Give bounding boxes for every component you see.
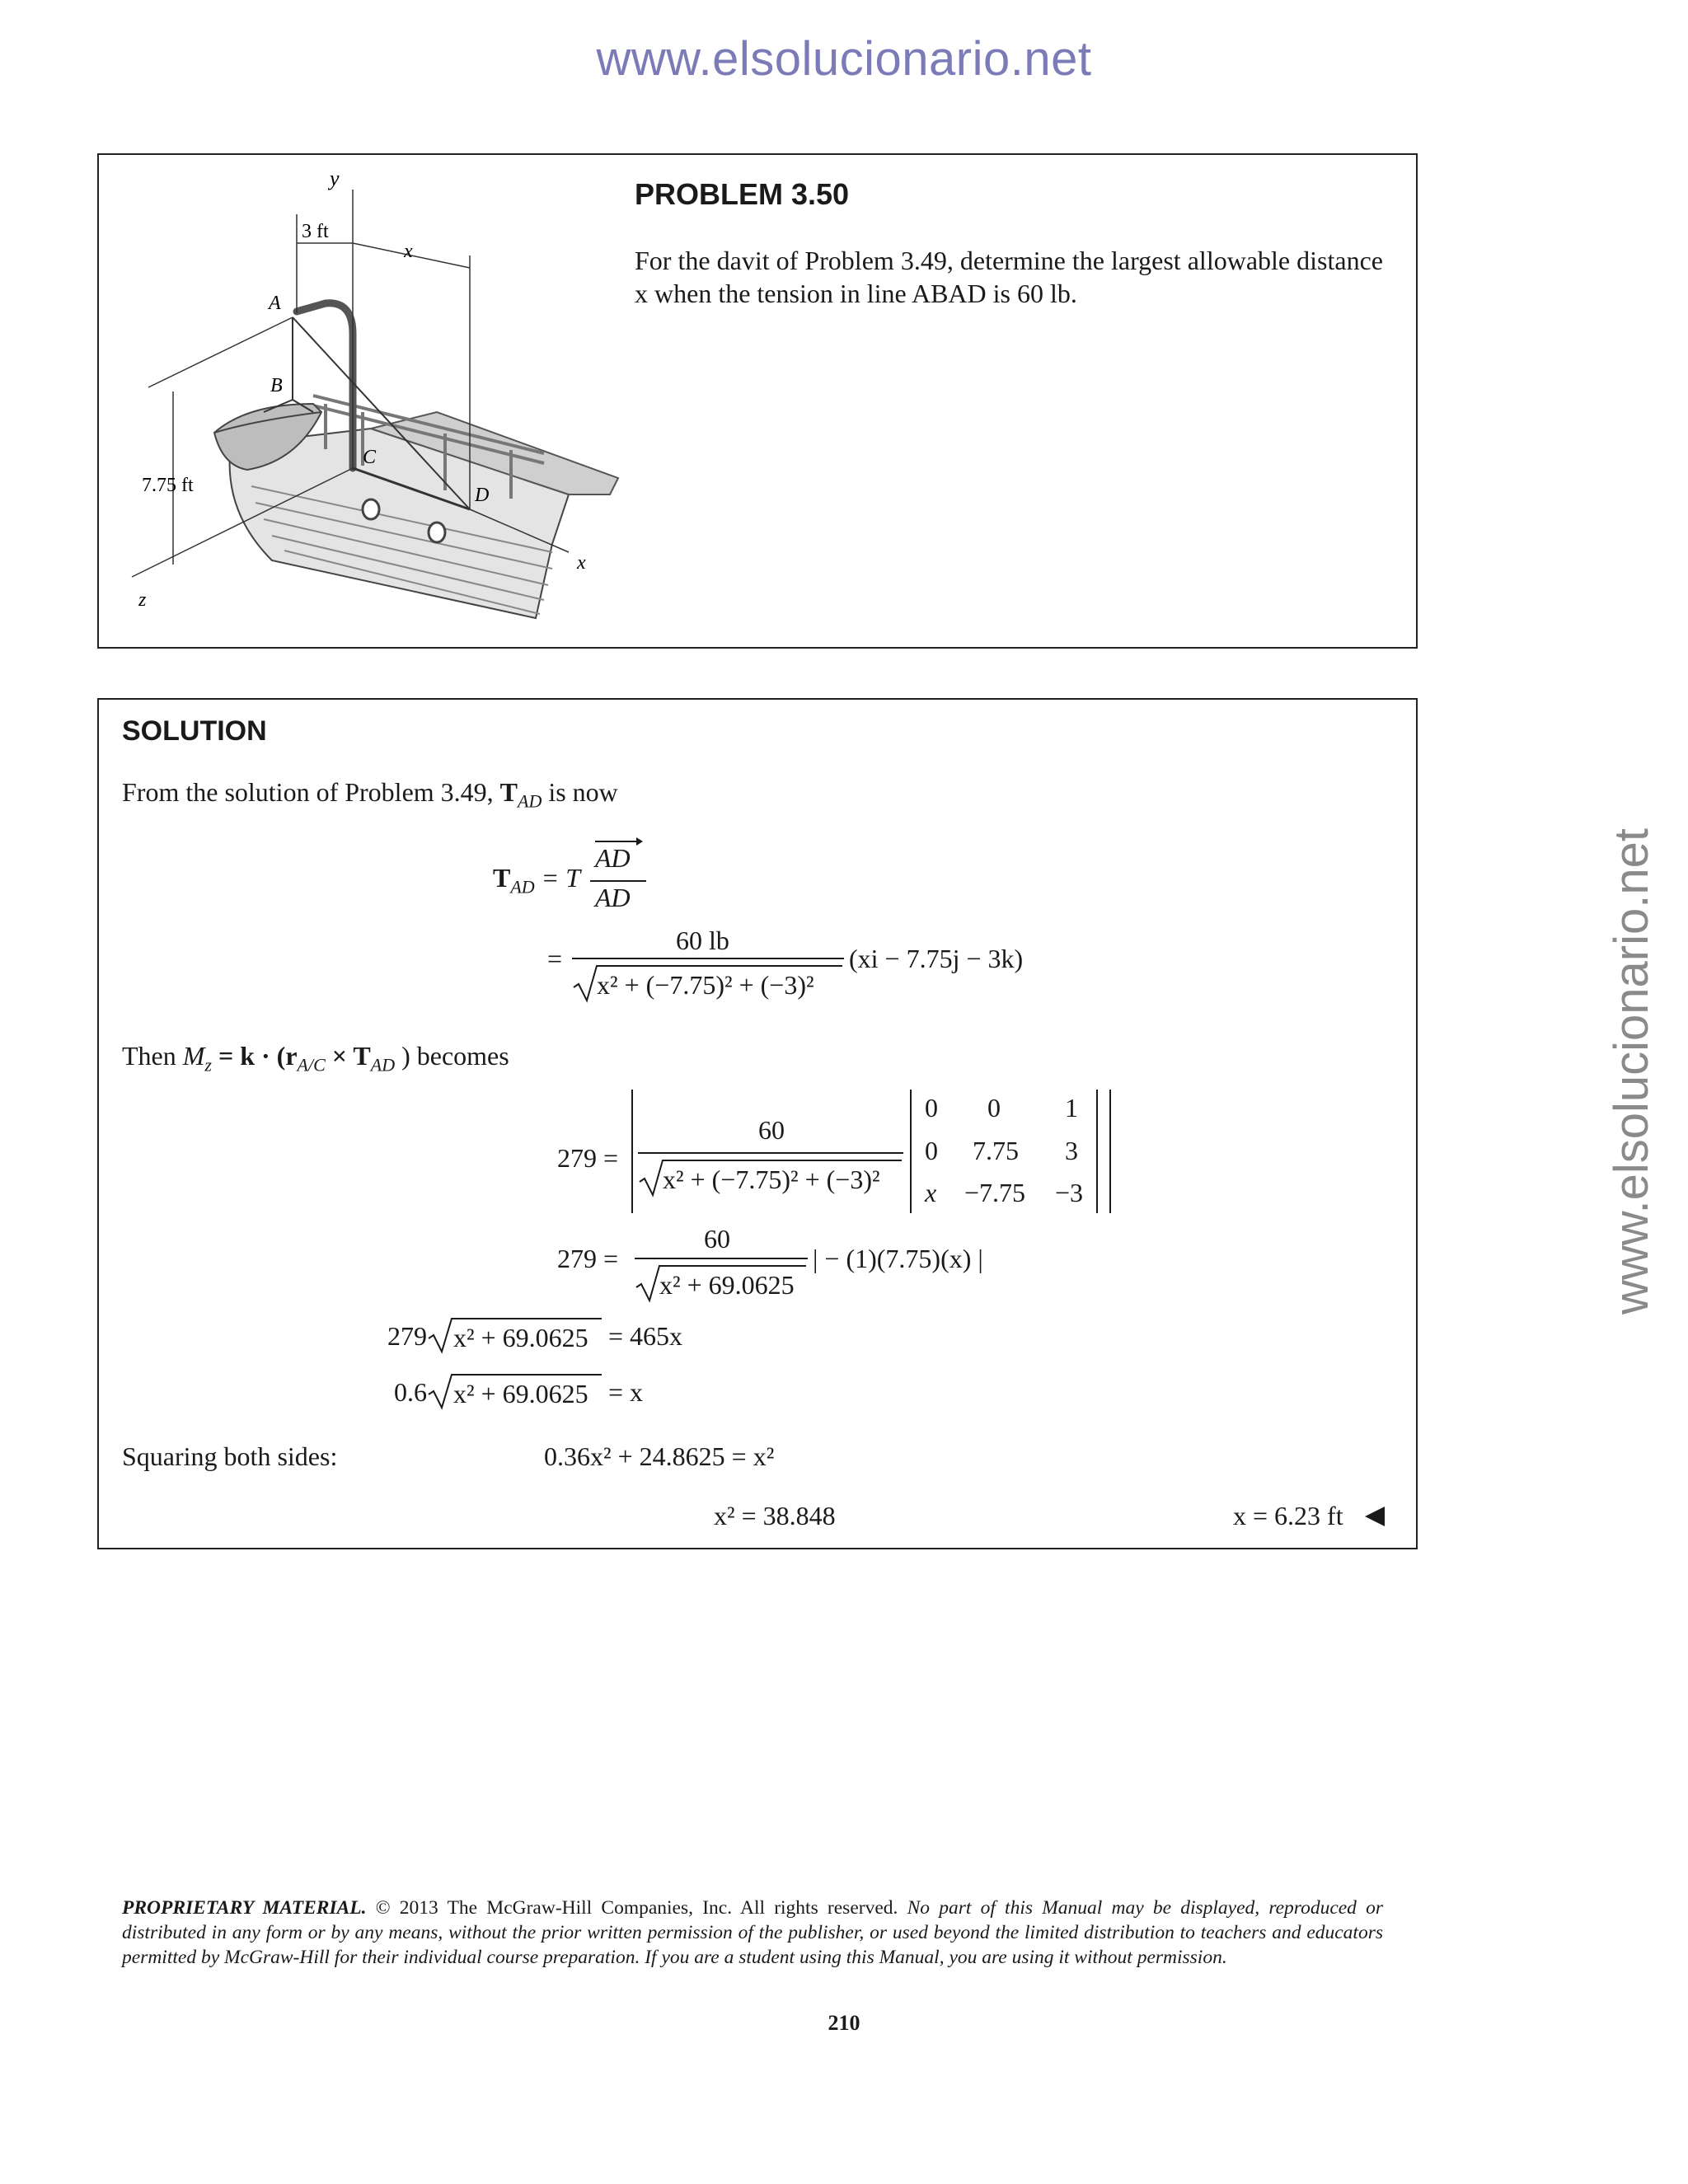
label-z: z <box>138 589 147 611</box>
intro-T: T <box>499 777 518 807</box>
watermark-side[interactable]: www.elsolucionario.net <box>1605 828 1658 1315</box>
eq1-lhs <box>493 862 580 902</box>
eq4-den: x² + 69.0625 <box>659 1270 795 1300</box>
eq1-den-text: AD <box>595 883 631 912</box>
problem-title: PROBLEM 3.50 <box>635 177 850 211</box>
squaring-label: Squaring both sides: <box>122 1441 338 1471</box>
eq5-rad: x² + 69.0625 <box>453 1323 588 1352</box>
eq6-rad: x² + 69.0625 <box>453 1379 588 1408</box>
label-x-dim: x <box>404 241 413 262</box>
then-M: M <box>182 1041 205 1071</box>
davit-figure <box>107 165 651 626</box>
then-line <box>122 1040 509 1080</box>
watermark-top[interactable]: www.elsolucionario.net <box>596 32 1092 86</box>
eq3-fraction-line <box>638 1152 903 1154</box>
eq3-num: 60 <box>758 1115 785 1145</box>
intro-sub: AD <box>518 790 542 812</box>
eq3-lhs: 279 = <box>557 1143 619 1173</box>
then-times: × T <box>331 1041 371 1071</box>
eq3-det-right <box>1096 1090 1098 1213</box>
eq4-num: 60 <box>704 1224 730 1254</box>
matrix-r2-c2: −3 <box>1055 1178 1084 1207</box>
label-775ft: 7.75 ft <box>142 475 194 496</box>
label-C: C <box>363 447 377 468</box>
eq2-fraction-line <box>572 958 844 959</box>
eq6-pre: 0.6 <box>394 1377 427 1407</box>
solution-box <box>97 698 1418 1549</box>
eq6-post: = x <box>608 1377 644 1407</box>
eq4-lhs: 279 = <box>557 1244 619 1273</box>
eq1-sub: AD <box>510 876 535 898</box>
solution-intro <box>122 776 618 817</box>
label-x-axis: x <box>577 552 586 574</box>
intro-text: From the solution of Problem 3.49, <box>122 777 494 807</box>
then-sub-ac: A/C <box>297 1054 326 1076</box>
matrix-r1-c1: 7.75 <box>973 1136 1019 1165</box>
problem-text: For the davit of Problem 3.49, determine the largest allowable distance x when the tension in line ABAD is 60 lb. <box>635 246 1383 308</box>
eq2-eqsign: = <box>547 944 563 973</box>
label-B: B <box>270 375 283 396</box>
label-y: y <box>330 166 340 190</box>
label-3ft: 3 ft <box>302 221 329 242</box>
page-number: 210 <box>828 2011 860 2035</box>
eq1-arrow <box>593 836 643 847</box>
footer <box>122 1896 1383 1970</box>
label-D: D <box>475 485 490 506</box>
eq2-num: 60 lb <box>676 926 729 955</box>
eq1-rhs-pre: = T <box>541 863 581 893</box>
footer-normal: © 2013 The McGraw-Hill Companies, Inc. All rights reserved. <box>375 1897 898 1919</box>
eq7: 0.36x² + 24.8625 = x² <box>544 1441 775 1471</box>
intro-tail: is now <box>548 777 618 807</box>
answer: x = 6.23 ft <box>1233 1501 1343 1530</box>
then-tail: ) becomes <box>401 1041 509 1071</box>
label-A: A <box>269 293 281 314</box>
eq3-abs-left <box>631 1090 633 1213</box>
eq4-fraction-line <box>635 1258 808 1259</box>
then-sub-ad: AD <box>370 1054 396 1076</box>
eq3-den: x² + (−7.75)² + (−3)² <box>663 1165 880 1194</box>
then-sub-z: z <box>204 1054 212 1076</box>
matrix-r0-c0: 0 <box>925 1093 938 1122</box>
then-mid: = k · (r <box>218 1041 298 1071</box>
matrix-r2-c1: −7.75 <box>964 1178 1026 1207</box>
matrix-r1-c0: 0 <box>925 1136 938 1165</box>
eq1-num-text: AD <box>595 843 631 873</box>
matrix-r2-c0: x <box>925 1178 937 1207</box>
eq1-den <box>595 882 631 913</box>
eq4-tail: | − (1)(7.75)(x) | <box>813 1244 983 1273</box>
then-pre: Then <box>122 1041 176 1071</box>
answer-marker-icon <box>1363 1505 1386 1528</box>
solution-title: SOLUTION <box>122 715 267 747</box>
eq1-T: T <box>493 863 511 893</box>
eq8: x² = 38.848 <box>714 1501 836 1530</box>
eq3-abs-right <box>1109 1090 1111 1213</box>
matrix-r1-c2: 3 <box>1065 1136 1078 1165</box>
matrix-r0-c1: 0 <box>987 1093 1001 1122</box>
eq3-det-left <box>910 1090 912 1213</box>
eq5-post: = 465x <box>608 1321 683 1351</box>
matrix-r0-c2: 1 <box>1065 1093 1078 1122</box>
eq2-vector: (xi − 7.75j − 3k) <box>849 944 1024 973</box>
eq2-den: x² + (−7.75)² + (−3)² <box>597 970 814 1000</box>
footer-italic: No part of this Manual may be displayed, reproduced or distributed in any form or by any means, without the prior written permission of the publisher, or used beyond the limited distribution to teachers and educators permitted by McGraw-Hill for their individual course preparation. If you are a student using this Manual, you are using it without permission. <box>122 1897 1384 1968</box>
footer-bold: PROPRIETARY MATERIAL. <box>122 1897 367 1919</box>
eq5-pre: 279 <box>387 1321 427 1351</box>
